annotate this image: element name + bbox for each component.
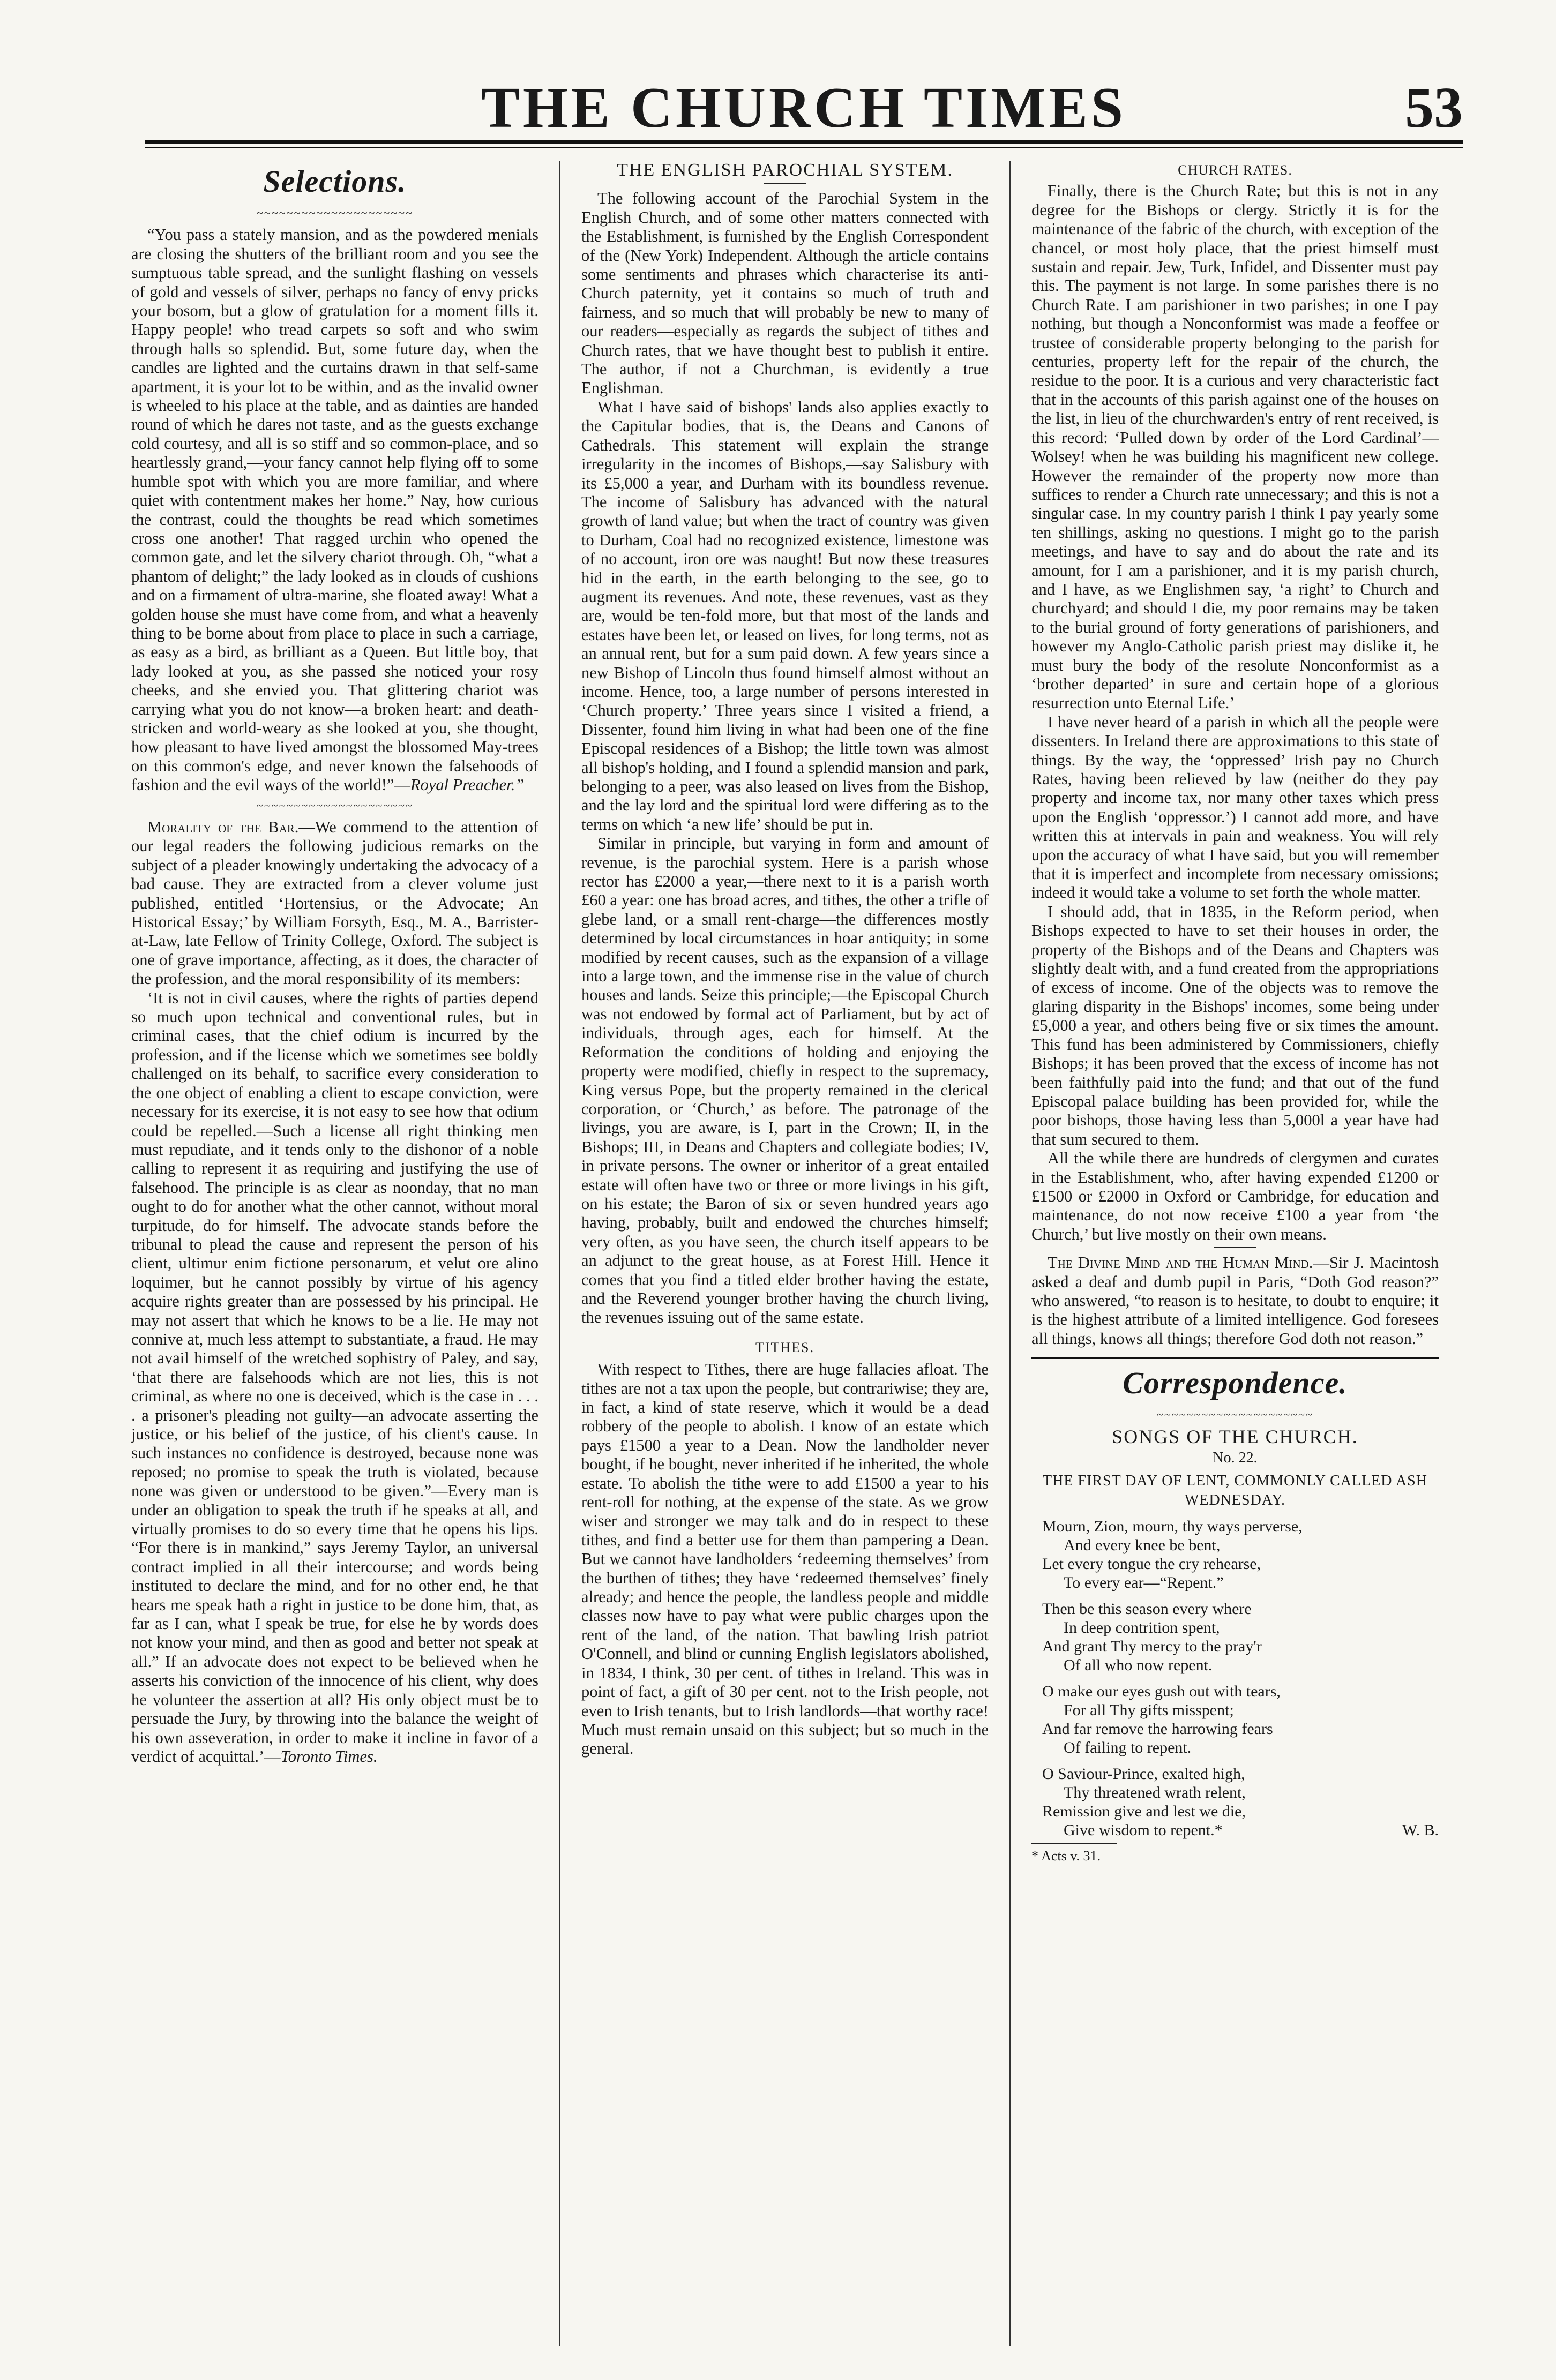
- church-rates-paragraph-2: I have never heard of a parish in which all the people were dissenters. In Ireland there are approximations to this state of things. By the way, the ‘oppressed’ Irish pay no Church Rates, having been relieved by law (neither do they pay property and income tax, nor many other taxes which press upon the English ‘oppressor.’) I cannot add more, and have written this at intervals in pain and weakness. You will rely upon the accuracy of what I have said, but you will remember that it is imperfect and incomplete from necessary omissions; indeed it would take a volume to set forth the whole matter.: [1031, 712, 1439, 902]
- morality-paragraph-2: ‘It is not in civil causes, where the rights of parties depend so much upon technical and conventional rules, but in criminal cases, that the chief odium is incurred by the profession, and if the license which we sometimes see boldly challenged on its behalf, to sacrifice every consideration to the one object of enabling a client to escape conviction, were necessary for its exercise, it is not easy to see how that odium could be repelled.—Such a license all right thinking men must repudiate, and it tends only to the dishonor of a noble calling to represent it as requiring and justifying the use of falsehood. The principle is as clear as noonday, that no man ought to do for another what the other cannot, without moral turpitude, do for himself. The advocate stands before the tribunal to plead the cause and represent the person of his client, ultimur enim fictione personarum, et velut ore alino loquimer, but he cannot possibly by virtue of his agency acquire rights greater than are possessed by his principal. He may not assert that which he knows to be a lie. He may not connive at, much less attempt to substantiate, a fraud. He may not avail himself of the wretched sophistry of Paley, and say, ‘that there are falsehoods which are not lies, this is not criminal, as where no one is deceived, which is the case in . . . . a prisoner's pleading not guilty—an advocate asserting the justice, or his belief of the justice, of his client's cause. In such instances no confidence is destroyed, because none was reposed; no promise to speak the truth is violated, because none was given or understood to be given.”—Every man is under an obligation to speak the truth if he speaks at all, and virtually promises to do so every time that he opens his lips. “For there is in mankind,” says Jeremy Taylor, an universal contract implied in all their intercourse; and words being instituted to declare the mind, and for no other end, he that hears me speak hath a right in justice to be done him, that, as far as I can, what I speak be true, for else he by words does not know your mind, and then as good and better not speak at all.” If an advocate does not expect to be believed when he asserts his conviction of the innocence of his client, why does he volunteer the assertion at all? His only object must be to persuade the Jury, by throwing into the balance the weight of his own asseveration, in order to make it incline in favor of a verdict of acquittal.’—Toronto Times.: [131, 988, 538, 1766]
- poem-stanza-2: Then be this season every where In deep contrition spent, And grant Thy mercy to the pray'r Of all who now repent.: [1042, 1600, 1262, 1675]
- parochial-system-heading: THE ENGLISH PAROCHIAL SYSTEM.: [617, 161, 953, 180]
- column-rule-2: [1009, 161, 1011, 2346]
- divine-mind-paragraph: The Divine Mind and the Human Mind.—Sir J. Macintosh asked a deaf and dumb pupil in Paris, “Doth God reason?” who answered, “to reason is to hesitate, to doubt to enquire; it is the highest attribute of a limited intelligence. God foresees all things, knows all things; therefore God doth not reason.”: [1031, 1253, 1439, 1348]
- section-rule: [1031, 1357, 1439, 1359]
- church-rates-paragraph-1: Finally, there is the Church Rate; but this is not in any degree for the Bishops or clergy. Strictly it is for the maintenance of the fabric of the church, with exception of the chancel, or most holy place, that the priest himself must sustain and repair. Jew, Turk, Infidel, and Dissenter must pay this. The payment is not large. In some parishes there is no Church Rate. I am parishioner in two parishes; in one I pay nothing, but though a Nonconformist was made a feoffee or trustee of considerable property belonging to the parish for centuries, property left for the repair of the church, the residue to the poor. It is a curious and very characteristic fact that in the accounts of this parish against one of the houses on the list, in lieu of the churchwarden's entry of rent received, is this record: ‘Pulled down by order of the Lord Cardinal’—Wolsey! when he was building his magnificent new college. However the remainder of the property now more than suffices to render a Church rate unnecessary; and this is not a singular case. In my country parish I think I pay yearly some ten shillings, asking no questions. I might go to the parish meetings, and have to say and do about the rate and its amount, for I am a parishioner, and it is my parish church, and I have, as we Englishmen say, ‘a right’ to Church and churchyard; and should I die, my poor remains may be taken to the burial ground of forty generations of parishioners, and however my Anglo-Catholic parish priest may dislike it, he must bury the body of the resolute Nonconformist as a ‘brother departed’ in sure and certain hope of a glorious resurrection unto Eternal Life.’: [1031, 182, 1439, 712]
- correspondence-heading: Correspondence.: [1123, 1365, 1348, 1401]
- morality-credit: Toronto Times.: [280, 1747, 378, 1766]
- short-rule: [1214, 1247, 1256, 1248]
- column-rule-1: [559, 161, 560, 2346]
- masthead-rule-thick: [145, 140, 1463, 144]
- poem-last-line-row: [1042, 1821, 1439, 1840]
- poem-signature: W. B.: [1402, 1821, 1439, 1840]
- tithes-paragraph: With respect to Tithes, there are huge fallacies afloat. The tithes are not a tax upon the people, but contrariwise; they are, in fact, a kind of state reserve, which it would be a dead robbery of the people to abolish. I know of an estate which pays £1500 a year to a Dean. Now the landholder never bought, if he bought, never inherited if he inherited, the whole estate. To abolish the tithe were to add £1500 a year to his rent-roll for nothing, at the expense of the state. As we grow wiser and stronger we may talk and do in respect to these tithes, and find a better use for them than pampering a Dean. But we cannot have landholders ‘redeeming themselves’ from the burthen of tithes; they have ‘redeemed themselves’ finely already; and hence the people, the landless people and middle classes now have to pay what were public charges upon the rent of the land, of the nation. That bawling Irish patriot O'Connell, and blind or cunning English legislators abolished, in 1834, I think, 30 per cent. of tithes in Ireland. This was in point of fact, a gift of 30 per cent. not to the Irish people, not even to Irish tenants, but to Irish landlords—that worthy race! Much must remain unsaid on this subject; but so much in the general.: [581, 1360, 989, 1758]
- songs-heading: SONGS OF THE CHURCH.: [1112, 1425, 1358, 1447]
- column-2: [581, 161, 989, 2346]
- song-number: No. 22.: [1213, 1450, 1258, 1466]
- poem-title: THE FIRST DAY OF LENT, COMMONLY CALLED ASH WEDNESDAY.: [1043, 1473, 1427, 1508]
- church-rates-heading: CHURCH RATES.: [1178, 162, 1292, 178]
- divine-mind-runin-title: The Divine Mind and the Human Mind.: [1048, 1253, 1313, 1272]
- page-number: 53: [1405, 76, 1463, 140]
- ornamental-rule: ~~~~~~~~~~~~~~~~~~~~~: [257, 798, 413, 812]
- newspaper-title: THE CHURCH TIMES: [481, 76, 1127, 140]
- selection-credit: Royal Preacher.”: [410, 776, 525, 794]
- tithes-heading: TITHES.: [755, 1339, 815, 1355]
- column-1: [131, 161, 538, 2346]
- ornamental-rule: ~~~~~~~~~~~~~~~~~~~~~: [257, 206, 413, 220]
- poem-stanza-3: O make our eyes gush out with tears, For all Thy gifts misspent; And far remove the harrowing fears Of failing to repent.: [1042, 1683, 1281, 1757]
- poem-last-line: Give wisdom to repent.*: [1064, 1821, 1223, 1840]
- selections-heading: Selections.: [263, 164, 407, 199]
- morality-paragraph-1: Morality of the Bar.—We commend to the attention of our legal readers the following judicious remarks on the subject of a pleader knowingly undertaking the advocacy of a bad cause. They are extracted from a clever volume just published, entitled ‘Hortensius, or the Advocate; An Historical Essay;’ by William Forsyth, Esq., M. A., Barrister-at-Law, late Fellow of Trinity College, Oxford. The subject is one of grave importance, affecting, as it does, the character of the profession, and the moral responsibility of its members:: [131, 818, 538, 988]
- masthead-rule-thin: [145, 147, 1463, 148]
- footnote: * Acts v. 31.: [1031, 1843, 1117, 1865]
- poem-stanza-4: O Saviour-Prince, exalted high, Thy threatened wrath relent, Remission give and lest we die,: [1042, 1765, 1246, 1821]
- church-rates-paragraph-4: All the while there are hundreds of clergymen and curates in the Establishment, who, after having expended £1200 or £1500 or £2000 in Oxford or Cambridge, for education and maintenance, do not now receive £100 a year from ‘the Church,’ but live mostly on their own means.: [1031, 1149, 1439, 1243]
- parochial-paragraph-3: Similar in principle, but varying in form and amount of revenue, is the parochial system. Here is a parish whose rector has £2000 a year,—there next to it is a parish worth £60 a year: one has broad acres, and tithes, the other a trifle of glebe land, or a small rent-charge—the differences mostly determined by local circumstances in hoar antiquity; in some modified by recent causes, such as the expansion of a village into a large town, and the immense rise in the value of church houses and lands. Seize this principle;—the Episcopal Church was not endowed by formal act of Parliament, but by act of individuals, through ages, each for himself. At the Reformation the conditions of holding and enjoying the property were modified, chiefly in respect to the supremacy, King versus Pope, but the property remained in the clerical corporation, or ‘Church,’ as before. The patronage of the livings, you are aware, is I, part in the Crown; II, in the Bishops; III, in Deans and Chapters and collegiate bodies; IV, in private persons. The owner or inheritor of a great entailed estate will often have two or three or more livings in his gift, on his estate; the Baron of six or seven hundred years ago having, probably, built and endowed the churches himself; very often, as you have seen, the church itself appears to be an adjunct to the great house, as at Forest Hill. Hence it comes that you find a titled elder brother having the estate, and the Reverend younger brother having the church living, the revenues issuing out of the same estate.: [581, 834, 989, 1327]
- column-3: [1031, 161, 1439, 2346]
- masthead: [145, 64, 1463, 139]
- ornamental-rule: ~~~~~~~~~~~~~~~~~~~~~: [1157, 1408, 1313, 1422]
- selection-paragraph: “You pass a stately mansion, and as the powdered menials are closing the shutters of the brilliant room and you see the sumptuous table spread, and the sunlight flashing on vessels of gold and vessels of silver, perhaps no fancy of envy pricks your bosom, but a glow of gratulation for a moment fills it. Happy people! who tread carpets so soft and who swim through halls so splendid. But, some future day, when the candles are lighted and the curtains drawn in that self-same apartment, it is your lot to be within, and as the invalid owner is wheeled to his place at the table, and as dainties are handed round of which he dares not taste, and as the guests exchange cold courtesy, and all is so stiff and so common-place, and so heartlessly grand,—your fancy cannot help flying off to some humble spot with which you are more familiar, and where quiet with contentment makes her home.” Nay, how curious the contrast, could the thoughts be read which sometimes cross one another! That ragged urchin who opened the common gate, and let the silvery chariot through. Oh, “what a phantom of delight;” the lady looked as in clouds of cushions and on a firmament of ultra-marine, she floated away! What a golden house she must have come from, and what a heavenly thing to be borne about from place to place in such a carriage, as easy as a bird, as brilliant as a Queen. But little boy, that lady looked at you, as she passed she noticed your rosy cheeks, and she envied you. That glittering chariot was carrying what you do not know—a broken heart: and death-stricken and world-weary as she looked at you, she thought, how pleasant to have lived amongst the blossomed May-trees on this common's edge, and never known the falsehoods of fashion and the evil ways of the world!”—Royal Preacher.”: [131, 226, 538, 794]
- parochial-paragraph-2: What I have said of bishops' lands also applies exactly to the Capitular bodies, that is, the Deans and Canons of Cathedrals. This statement will explain the strange irregularity in the incomes of Bishops,—say Salisbury with its £5,000 a year, and Durham with its boundless revenue. The income of Salisbury has advanced with the natural growth of land value; but when the tract of country was given to Durham, Coal had no recognized existence, limestone was of no account, iron ore was naught! But now these treasures hid in the earth, in the earth belonging to the see, go to augment its revenues. And note, these revenues, vast as they are, would be ten-fold more, but that most of the lands and estates have been let, or leased on lives, for long terms, not as an annual rent, but for a sum paid down. A few years since a new Bishop of Lincoln thus found himself almost without an income. Hence, too, a large number of persons interested in ‘Church property.’ Three years since I visited a friend, a Dissenter, found him living in what had been one of the fine Episcopal residences of a Bishop; the little town was almost all bishop's holding, and I found a splendid mansion and park, belonging to a peer, was also leased on lives from the Bishop, and the lay lord and the spiritual lord were differing as to the terms on which ‘a new life’ should be put in.: [581, 397, 989, 834]
- morality-runin-title: Morality of the Bar.: [147, 818, 299, 836]
- parochial-paragraph-1: The following account of the Parochial System in the English Church, and of some other matters connected with the Establishment, is furnished by the English Correspondent of the (New York) Independent. Although the article contains some sentiments and phrases which characterise its anti-Church paternity, yet it contains so much of truth and fairness, and so much that will probably be new to many of our readers—especially as regards the subject of tithes and Church rates, that we have thought best to publish it entire. The author, if not a Churchman, is evidently a true Englishman.: [581, 189, 989, 397]
- short-rule: [764, 183, 806, 184]
- church-rates-paragraph-3: I should add, that in 1835, in the Reform period, when Bishops expected to have to set their houses in order, the property of the Bishops and of the Deans and Chapters was slightly dealt with, and a fund created from the appropriations of excess of income. One of the objects was to remove the glaring disparity in the Bishops' incomes, some being under £5,000 a year, and others being five or six times the amount. This fund has been administered by Commissioners, chiefly Bishops; it has been proved that the excess of income has not been faithfully paid into the fund; and that out of the fund Episcopal palace building has been provided for, while the poor bishops, those having less than 5,000l a year have had that sum secured to them.: [1031, 902, 1439, 1148]
- poem-stanza-1: Mourn, Zion, mourn, thy ways perverse, And every knee be bent, Let every tongue the cry rehearse, To every ear—“Repent.”: [1042, 1518, 1303, 1592]
